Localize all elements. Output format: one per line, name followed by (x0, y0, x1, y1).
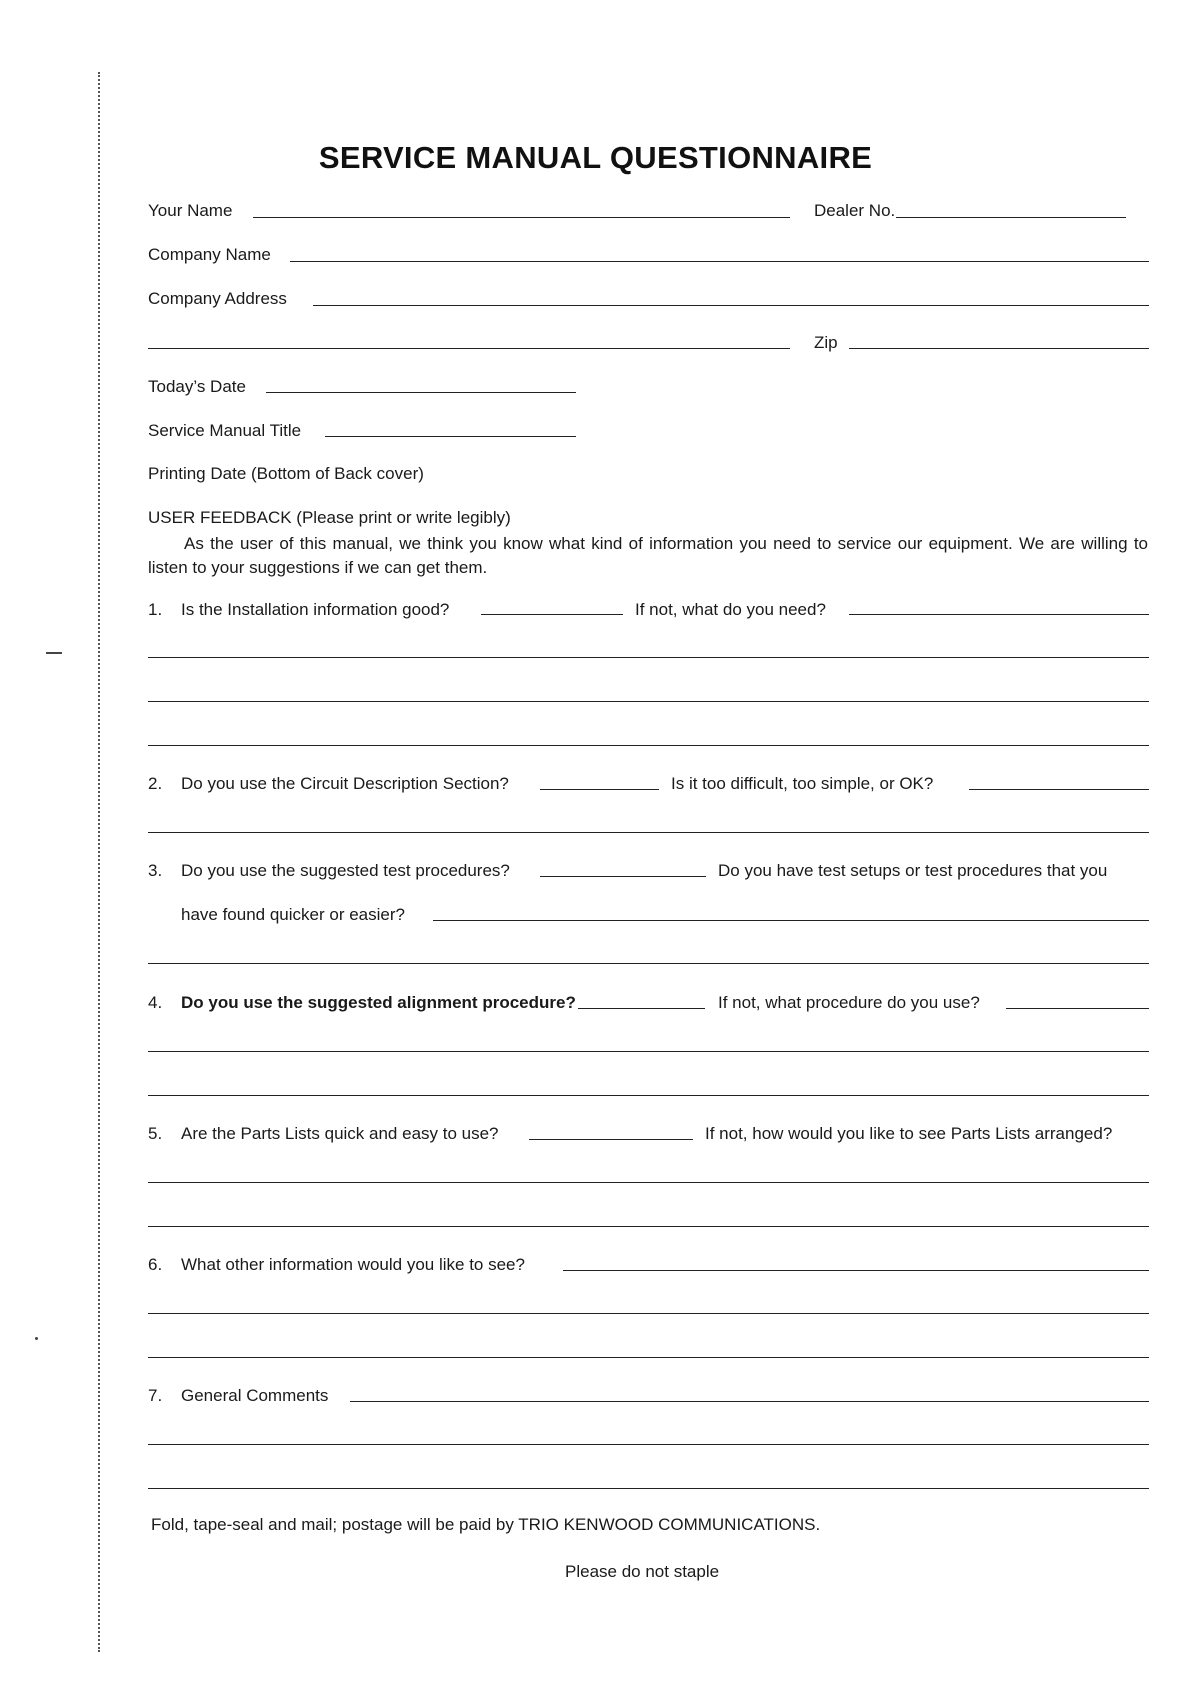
answer-3b-field[interactable] (433, 920, 1149, 921)
answer-4a-field[interactable] (578, 1008, 705, 1009)
feedback-heading: USER FEEDBACK (Please print or write legibly) (148, 508, 511, 527)
question-1 (148, 600, 449, 620)
question-number: 1. (148, 600, 163, 619)
answer-7-line[interactable] (148, 1444, 1149, 1445)
question-4 (148, 993, 576, 1013)
question-text: What other information would you like to see? (181, 1255, 525, 1274)
fold-cut-line (98, 72, 100, 1652)
answer-4b-field[interactable] (1006, 1008, 1149, 1009)
answer-1-line[interactable] (148, 701, 1149, 702)
question-1-followup: If not, what do you need? (635, 600, 826, 619)
dealer-no-label: Dealer No. (814, 201, 896, 220)
answer-2b-field[interactable] (969, 789, 1149, 790)
answer-1b-field[interactable] (849, 614, 1149, 615)
your-name-field[interactable] (253, 217, 790, 218)
manual-title-field[interactable] (325, 436, 576, 437)
question-number: 2. (148, 774, 163, 793)
answer-6-line[interactable] (148, 1313, 1149, 1314)
answer-3a-field[interactable] (540, 876, 706, 877)
question-text: Do you use the suggested test procedures? (181, 861, 510, 880)
question-5-followup: If not, how would you like to see Parts Lists arranged? (705, 1124, 1113, 1143)
question-3-continued: have found quicker or easier? (181, 905, 405, 924)
answer-7-line[interactable] (148, 1488, 1149, 1489)
question-text: Are the Parts Lists quick and easy to use? (181, 1124, 499, 1143)
question-2-followup: Is it too difficult, too simple, or OK? (671, 774, 934, 793)
company-address-field[interactable] (313, 305, 1149, 306)
answer-5-line[interactable] (148, 1182, 1149, 1183)
company-name-field[interactable] (290, 261, 1149, 262)
question-7 (148, 1386, 328, 1406)
answer-1-line[interactable] (148, 657, 1149, 658)
question-number: 5. (148, 1124, 163, 1143)
general-comments-field[interactable] (350, 1401, 1149, 1402)
staple-note: Please do not staple (565, 1562, 720, 1581)
question-text: Do you use the Circuit Description Section? (181, 774, 509, 793)
answer-1a-field[interactable] (481, 614, 623, 615)
manual-title-label: Service Manual Title (148, 421, 302, 440)
todays-date-field[interactable] (266, 392, 576, 393)
question-3-followup: Do you have test setups or test procedures that you (718, 861, 1108, 880)
page-title: SERVICE MANUAL QUESTIONNAIRE (318, 140, 873, 175)
zip-field[interactable] (849, 348, 1149, 349)
answer-2a-field[interactable] (540, 789, 659, 790)
edge-mark (46, 652, 62, 654)
answer-3-line[interactable] (148, 963, 1149, 964)
company-address-label: Company Address (148, 289, 287, 308)
question-5 (148, 1124, 499, 1144)
question-number: 6. (148, 1255, 163, 1274)
answer-2-line[interactable] (148, 832, 1149, 833)
printing-date-label: Printing Date (Bottom of Back cover) (148, 464, 424, 483)
feedback-intro: As the user of this manual, we think you know what kind of information you need to service our equipment. We are willing to listen to your suggestions if we can get them. (148, 534, 1148, 577)
question-number: 4. (148, 993, 163, 1012)
answer-6a-field[interactable] (563, 1270, 1149, 1271)
question-text: General Comments (181, 1386, 329, 1405)
zip-label: Zip (814, 333, 838, 352)
answer-5-line[interactable] (148, 1226, 1149, 1227)
todays-date-label: Today’s Date (148, 377, 246, 396)
answer-1-line[interactable] (148, 745, 1149, 746)
question-number: 3. (148, 861, 163, 880)
your-name-label: Your Name (148, 201, 233, 220)
answer-4-line[interactable] (148, 1051, 1149, 1052)
dealer-no-field[interactable] (896, 217, 1126, 218)
question-4-followup: If not, what procedure do you use? (718, 993, 980, 1012)
answer-5a-field[interactable] (529, 1139, 693, 1140)
mail-note: Fold, tape-seal and mail; postage will be paid by TRIO KENWOOD COMMUNICATIONS. (151, 1515, 821, 1534)
question-6 (148, 1255, 525, 1275)
question-number: 7. (148, 1386, 163, 1405)
address-line-2-field[interactable] (148, 348, 790, 349)
answer-4-line[interactable] (148, 1095, 1149, 1096)
answer-6-line[interactable] (148, 1357, 1149, 1358)
company-name-label: Company Name (148, 245, 271, 264)
question-text: Is the Installation information good? (181, 600, 450, 619)
question-text: Do you use the suggested alignment procedure? (181, 993, 576, 1012)
edge-mark (35, 1337, 38, 1340)
question-2 (148, 774, 509, 794)
question-3 (148, 861, 510, 881)
